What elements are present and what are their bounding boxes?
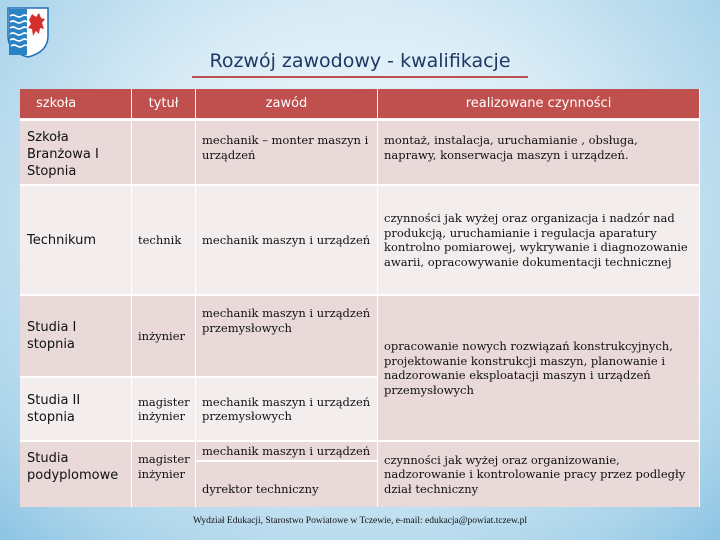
cell-activities-technikum: czynności jak wyżej oraz organizacja i nadzór nad produkcją, uruchamianie i regulacja aparatury kontrolno pomiarowej, wykrywanie i diagnozowanie awarii, opracowywanie dokumentacji technicznej: [378, 184, 700, 294]
cell-profession2-podyplomowe: dyrektor techniczny: [196, 460, 378, 507]
cell-school-studia-2: Studia II stopnia: [20, 376, 132, 440]
header-profession: zawód: [196, 89, 378, 119]
profession-podyplomowe-text: mechanik maszyn i urządzeń: [202, 444, 371, 458]
cell-school-podyplomowe: Studia podyplomowe: [20, 440, 132, 507]
cell-title-studia-2: magister inżynier: [132, 376, 196, 440]
cell-profession-branzowa: mechanik – monter maszyn i urządzeń: [196, 119, 378, 184]
cell-profession-podyplomowe: [196, 440, 378, 460]
cell-profession-studia-2: mechanik maszyn i urządzeń przemysłowych: [196, 376, 378, 440]
cell-activities-studia-1-2: opracowanie nowych rozwiązań konstrukcyjnych, projektowanie konstrukcji maszyn, planowanie i nadzorowanie eksploatacji maszyn i urządzeń przemysłowych: [378, 294, 700, 440]
cell-activities-branzowa: montaż, instalacja, uruchamianie , obsługa, naprawy, konserwacja maszyn i urządzeń.: [378, 119, 700, 184]
cell-title-branzowa: [132, 119, 196, 184]
cell-profession-technikum: mechanik maszyn i urządzeń: [196, 184, 378, 294]
page-title: Rozwój zawodowy - kwalifikacje: [209, 50, 511, 72]
cell-title-studia-1: inżynier: [132, 294, 196, 376]
cell-school-studia-1: Studia I stopnia: [20, 294, 132, 376]
header-title: tytuł: [132, 89, 196, 119]
cell-title-podyplomowe: magister inżynier: [132, 440, 196, 507]
cell-profession-studia-1: mechanik maszyn i urządzeń przemysłowych: [196, 294, 378, 376]
cell-school-technikum: Technikum: [20, 184, 132, 294]
footer-contact: Wydział Edukacji, Starostwo Powiatowe w Tczewie, e-mail: edukacja@powiat.tczew.pl: [192, 516, 528, 526]
header-school: szkoła: [20, 89, 132, 119]
cell-activities-podyplomowe: czynności jak wyżej oraz organizowanie, nadzorowanie i kontrolowanie pracy przez podległy dział techniczny: [378, 440, 700, 507]
cell-title-technikum: technik: [132, 184, 196, 294]
header-activities: realizowane czynności: [378, 89, 700, 119]
title-underline: [192, 76, 528, 78]
qualifications-table: [20, 89, 700, 504]
cell-school-branzowa: Szkoła Branżowa I Stopnia: [20, 119, 132, 184]
